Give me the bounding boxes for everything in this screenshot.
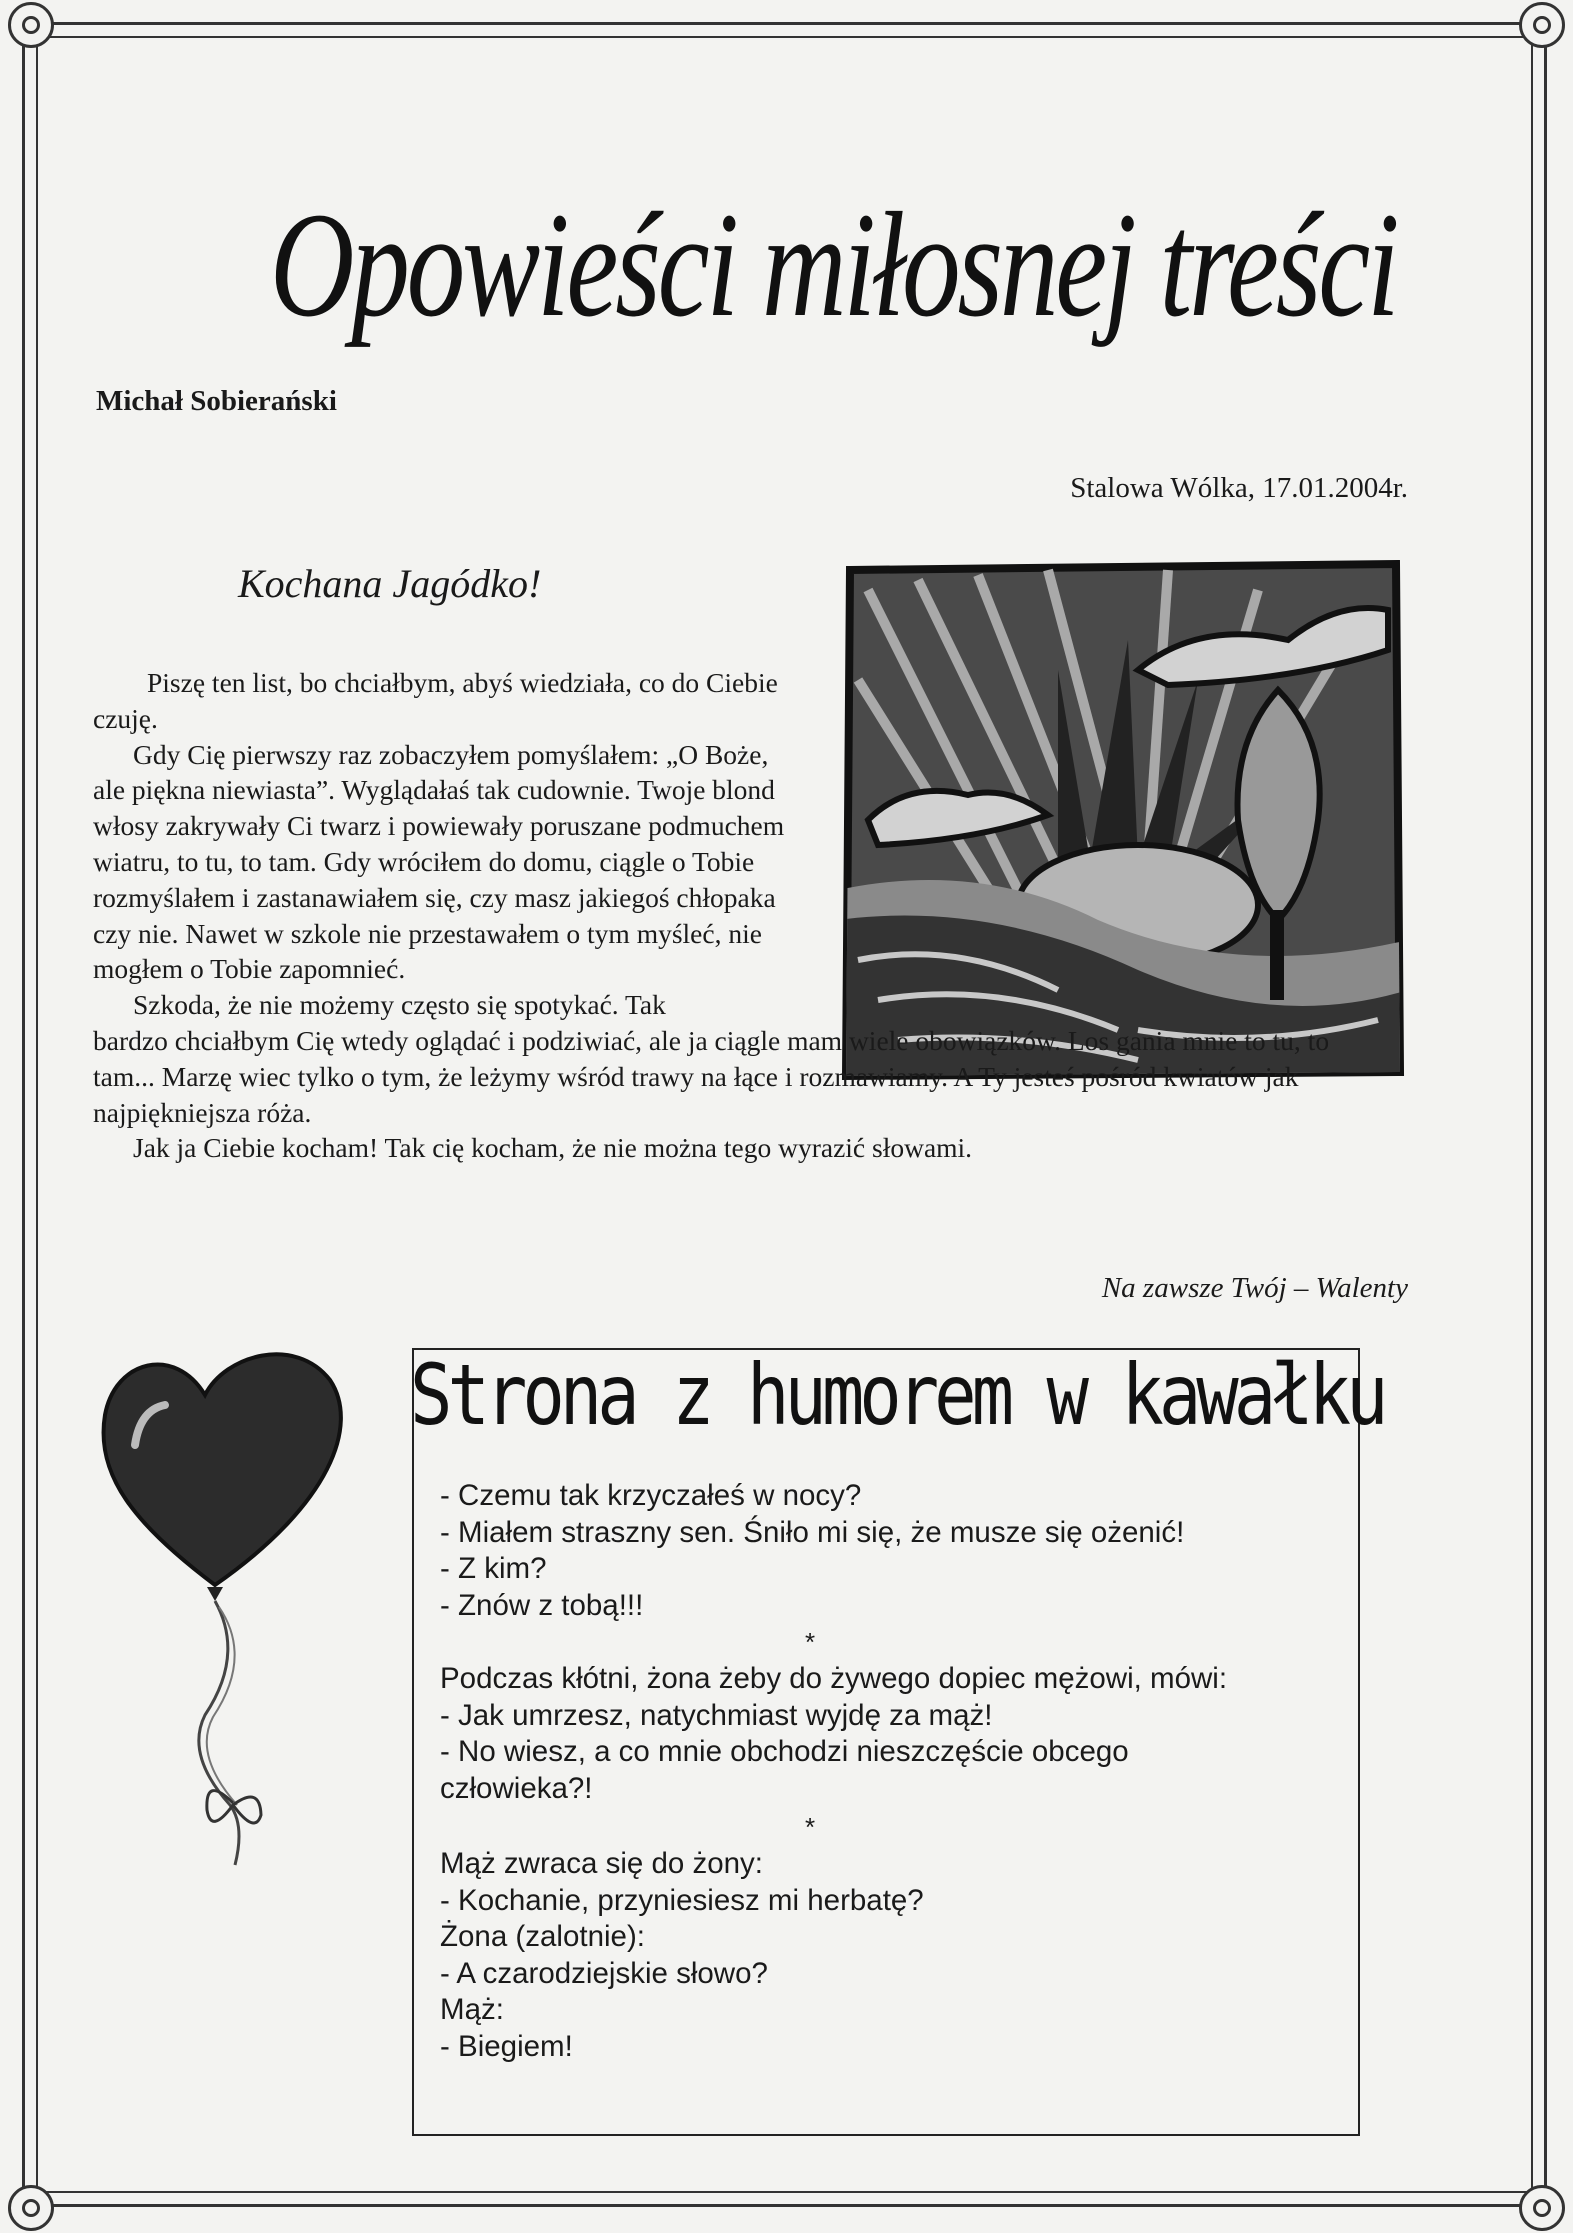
humor-jokes [440,1478,1340,2066]
joke-line: człowieka?! [440,1771,593,1805]
letter-salutation: Kochana Jagódko! [238,561,542,606]
corner-ornament-icon [1519,2185,1565,2231]
joke-line: - Z kim? [440,1552,547,1586]
joke-line: Mąż: [440,1993,504,2027]
joke-line: - Jak umrzesz, natychmiast wyjdę za mąż! [440,1698,993,1732]
joke-line: - No wiesz, a co mnie obchodzi nieszczęście obcego [440,1735,1129,1769]
letter-paragraph: Piszę ten list, bo chciałbym, abyś wiedziała, co do Ciebie czuję. [93,667,778,734]
joke-line: Podczas kłótni, żona żeby do żywego dopiec mężowi, mówi: [440,1661,1228,1695]
page-title: Opowieści miłosnej treści [270,182,1397,348]
letter-paragraph: Jak ja Ciebie kocham! Tak cię kocham, że nie można tego wyrazić słowami. [133,1132,973,1164]
heart-balloon-icon [95,1335,355,1875]
humor-title: Strona z humorem w kawałku [410,1346,1384,1444]
joke-separator: * [804,1812,816,1843]
joke-separator: * [804,1627,816,1658]
letter-paragraph: bardzo chciałbym Cię wtedy oglądać i podziwiać, ale ja ciągle mam wiele obowiązków. Los gania mnie to tu, to tam... Marzę wiec tylko o tym, że leżymy wśród trawy na łące i rozmawiamy. A Ty jesteś pośród kwiatów jak najpiękniejsza róża. [93,1024,1330,1128]
joke-line: Mąż zwraca się do żony: [440,1846,763,1880]
letter-date: Stalowa Wólka, 17.01.2004r. [1070,472,1408,504]
letter-paragraph: Szkoda, że nie możemy często się spotykać. Tak [133,989,666,1021]
joke-line: - Znów z tobą!!! [440,1588,644,1622]
joke-line: - Czemu tak krzyczałeś w nocy? [440,1479,862,1512]
corner-ornament-icon [1519,2,1565,48]
joke-line: - Kochanie, przyniesiesz mi herbatę? [440,1883,924,1917]
joke-line: Żona (zalotnie): [440,1920,645,1954]
joke-line: - Miałem straszny sen. Śniło mi się, że musze się ożenić! [440,1515,1185,1549]
letter-body [93,665,1363,1166]
author-name: Michał Sobierański [96,385,337,417]
letter-signature: Na zawsze Twój – Walenty [1101,1272,1408,1304]
corner-ornament-icon [8,2,54,48]
joke-line: - A czarodziejskie słowo? [440,1956,768,1990]
corner-ornament-icon [8,2185,54,2231]
joke-line: - Biegiem! [440,2029,573,2063]
letter-paragraph: Gdy Cię pierwszy raz zobaczyłem pomyślałem: „O Boże, ale piękna niewiasta”. Wyglądałaś tak cudownie. Twoje blond włosy zakrywały Ci twarz i powiewały poruszane podmuchem wiatru, to tu, to tam. Gdy wróciłem do domu, ciągle o Tobie rozmyślałem i zastanawiałem się, czy masz jakiegoś chłopaka czy nie. Nawet w szkole nie przestawałem o tym myśleć, nie mogłem o Tobie zapomnieć. [93,738,785,985]
